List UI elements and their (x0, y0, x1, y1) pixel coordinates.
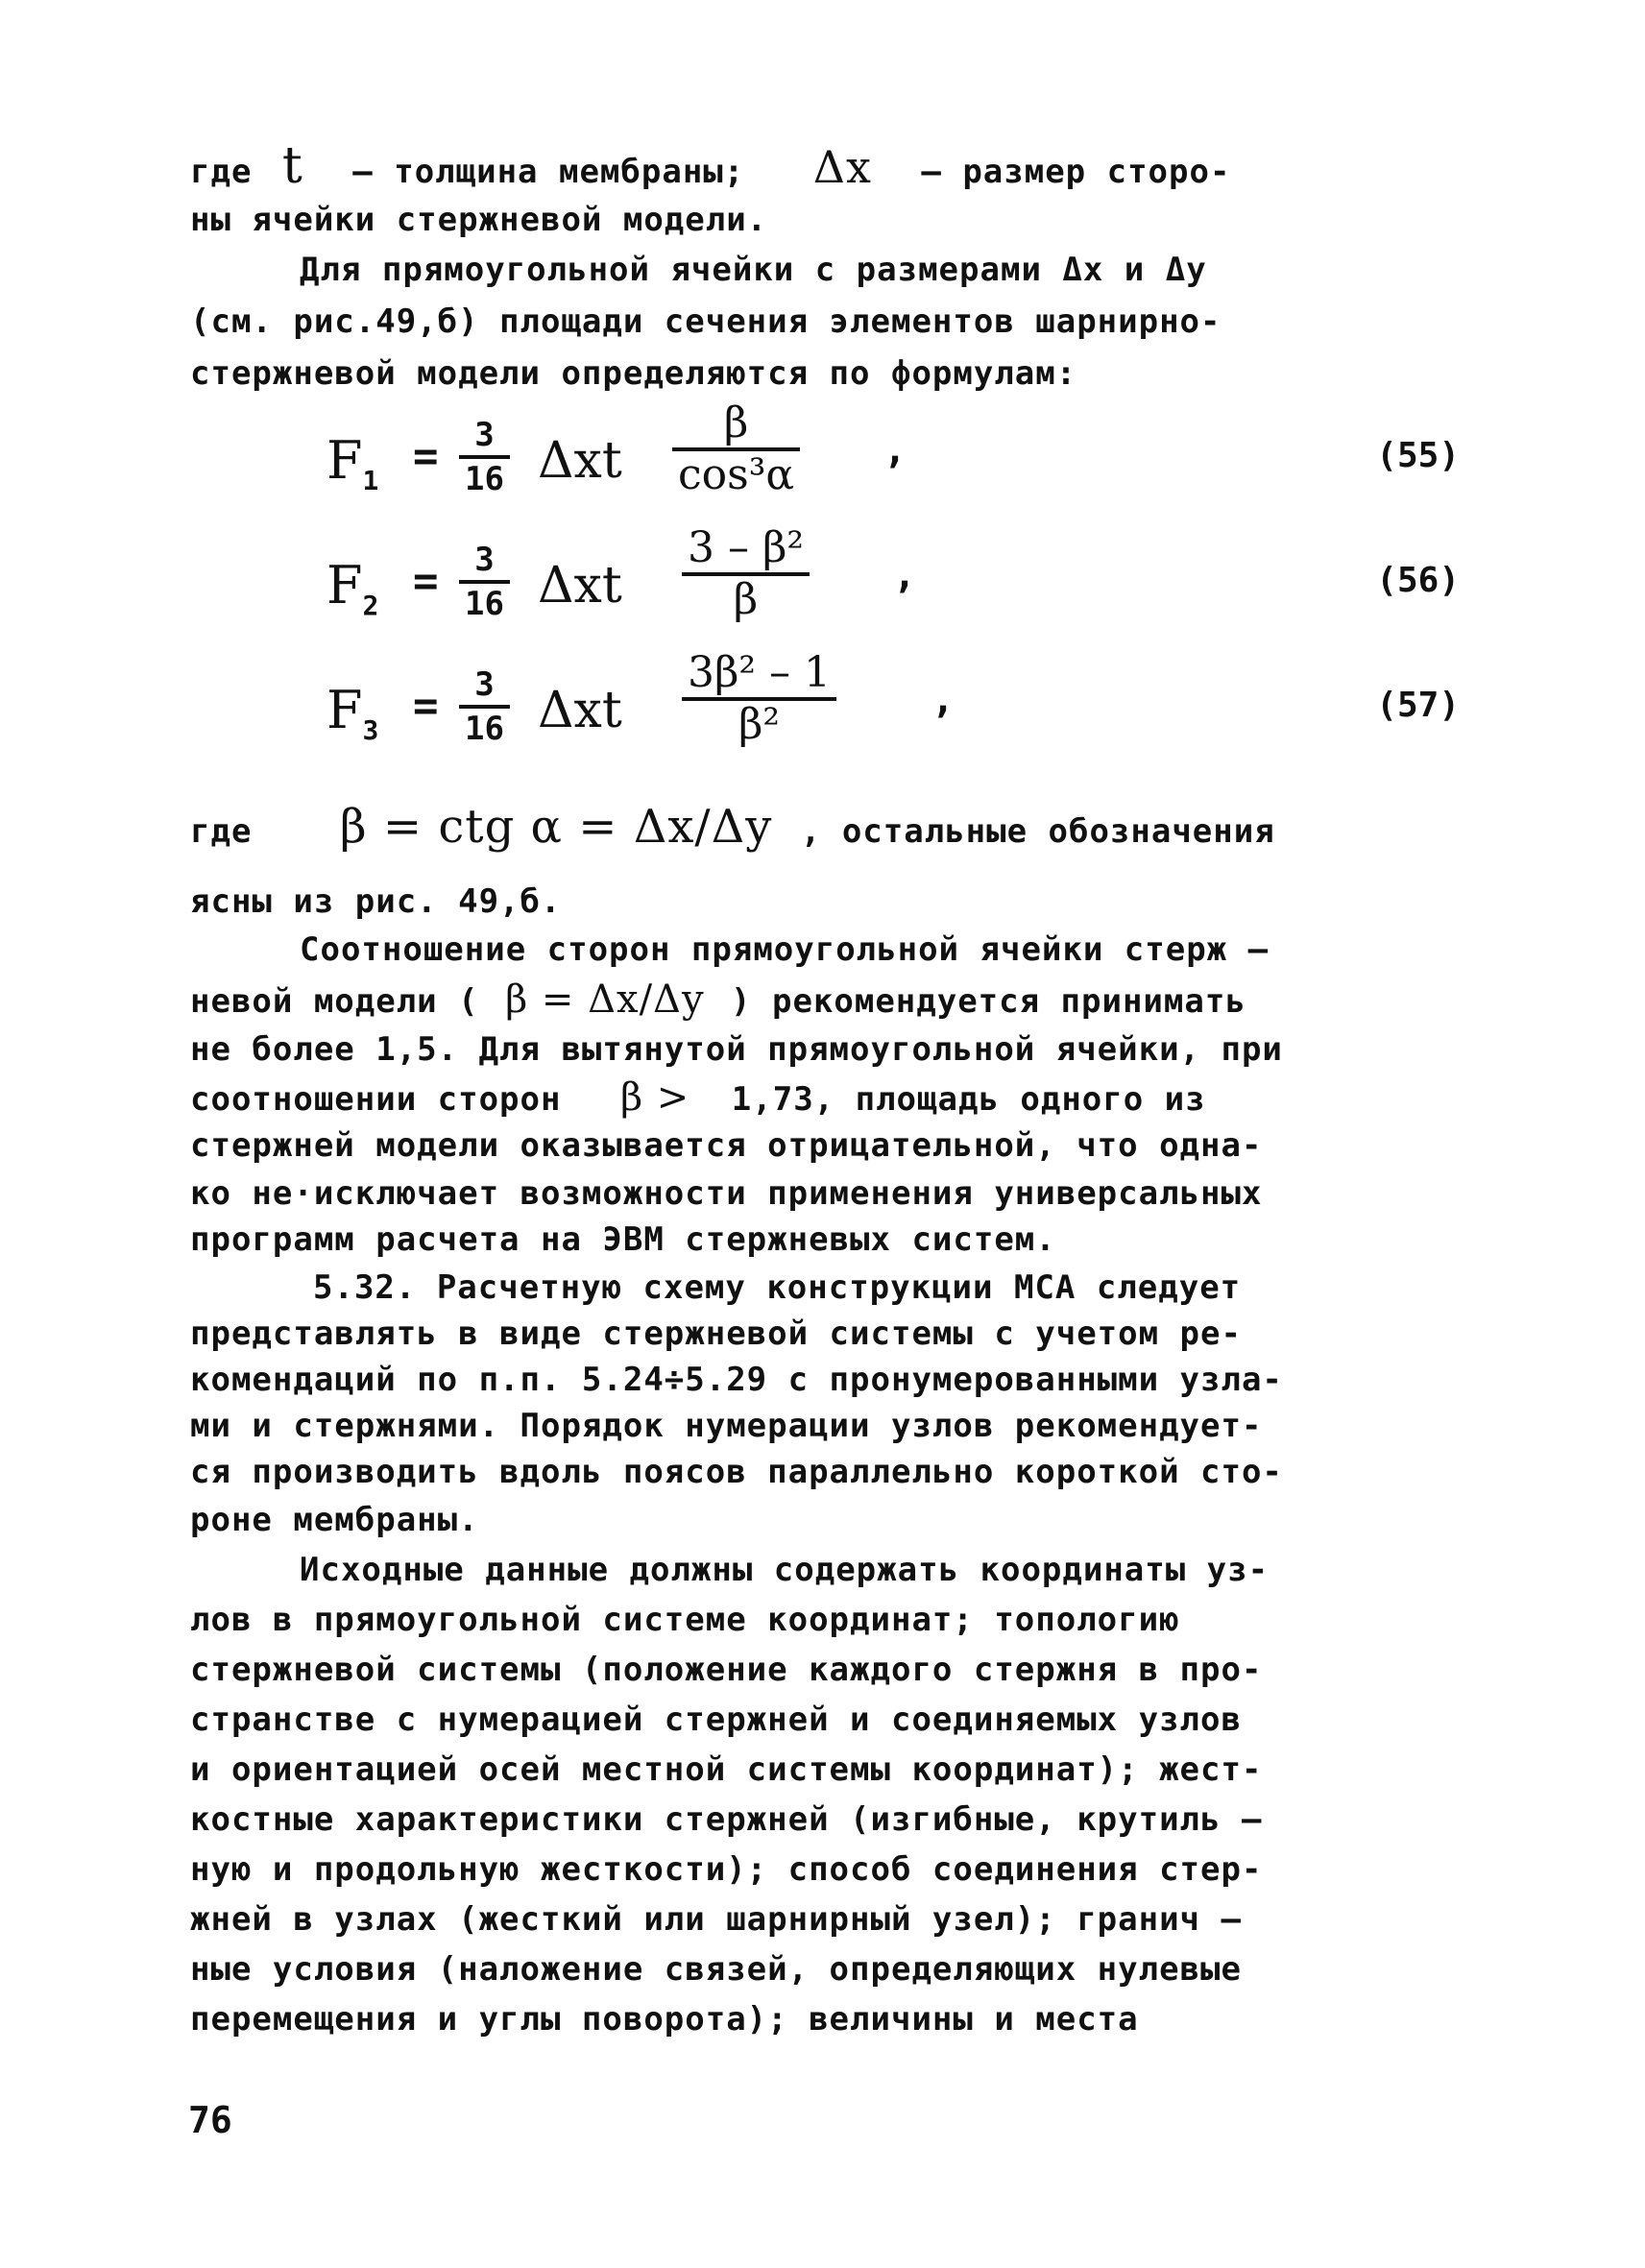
formula-comma: , (931, 678, 956, 722)
formula-comma: , (883, 428, 907, 472)
formula-lhs: $F_3$ (327, 680, 379, 746)
delta-x-t: Δxt (538, 557, 622, 615)
paragraph-3-line-2: невой модели ( β = Δx/Δy ) рекомендуется принимать (190, 977, 1246, 1022)
paragraph-5-line-2: лов в прямоугольной системе координат; топологию (190, 1601, 1180, 1639)
paragraph-5-line-8: жней в узлах (жесткий или шарнирный узел); гранич – (190, 1900, 1242, 1939)
paragraph-3-line-3: не более 1,5. Для вытянутой прямоугольной ячейки, при (190, 1030, 1283, 1069)
formula-55 (327, 398, 1460, 528)
paragraph-5-line-7: ную и продольную жесткости); способ соединения стер- (190, 1850, 1263, 1889)
paragraph-5-line-1: Исходные данные должны содержать координаты уз- (300, 1551, 1270, 1589)
text-cell-side-size: – размер сторо- (921, 153, 1231, 191)
symbol-t: t (281, 137, 303, 195)
paragraph-4-line-6: роне мембраны. (190, 1501, 479, 1539)
formula-lhs: $F_2$ (327, 555, 379, 621)
delta-x-t: Δxt (538, 682, 622, 739)
paragraph-3-line-6: ко не·исключает возможности применения универсальных (190, 1174, 1263, 1213)
paragraph-4-line-3: комендаций по п.п. 5.24÷5.29 с пронумерованными узла- (190, 1361, 1283, 1399)
right-fraction: β cos³α (672, 399, 800, 499)
text-other-notation: , остальные обозначения (800, 812, 1275, 851)
equation-number: (55) (1376, 436, 1460, 475)
paragraph-4-line-2: представлять в виде стержневой системы с учетом ре- (190, 1315, 1242, 1353)
page-number: 76 (188, 2099, 232, 2141)
paragraph-2-line-2: (см. рис.49,б) площади сечения элементов шарнирно- (190, 302, 1222, 341)
equation-number: (57) (1376, 686, 1460, 725)
text-where: где (190, 153, 253, 191)
equals-sign: = (413, 682, 439, 731)
paragraph-2-line-1: Для прямоугольной ячейки с размерами Δx и Δy (300, 251, 1207, 289)
paragraph-1-line-1 (190, 137, 1231, 195)
right-fraction: 3 – β² β (682, 524, 810, 624)
beta-greater: β > (619, 1075, 690, 1120)
coefficient-fraction: 3 16 (459, 415, 510, 499)
paragraph-1-line-2: ны ячейки стержневой модели. (190, 201, 768, 239)
paragraph-3-line-1: Соотношение сторон прямоугольной ячейки стерж – (300, 930, 1270, 969)
paragraph-3-line-5: стержней модели оказывается отрицательной, что одна- (190, 1126, 1263, 1165)
beta-ratio: β = Δx/Δy (505, 977, 705, 1022)
equals-sign: = (413, 432, 439, 481)
beta-definition: β = ctg α = Δx/Δy (339, 800, 773, 854)
paragraph-4-line-5: ся производить вдоль поясов параллельно короткой сто- (190, 1453, 1283, 1491)
formula-comma: , (893, 553, 917, 597)
formula-56 (327, 523, 1460, 653)
where-line (190, 800, 1275, 854)
paragraph-2-line-3: стержневой модели определяются по формулам: (190, 354, 1077, 393)
paragraph-3-line-4: соотношении сторон β > 1,73, площадь одного из (190, 1075, 1206, 1120)
paragraph-5-line-10: перемещения и углы поворота); величины и места (190, 2000, 1139, 2039)
paragraph-5-line-9: ные условия (наложение связей, определяющих нулевые (190, 1950, 1242, 1989)
text-where: где (190, 812, 253, 851)
coefficient-fraction: 3 16 (459, 664, 510, 749)
paragraph-3-line-7: программ расчета на ЭВМ стержневых систем. (190, 1220, 1056, 1259)
paragraph-4-line-1: 5.32. Расчетную схему конструкции МСА следует (313, 1268, 1242, 1307)
paragraph-4-line-4: ми и стержнями. Порядок нумерации узлов рекомендует- (190, 1407, 1263, 1445)
right-fraction: 3β² – 1 β² (682, 649, 836, 749)
paragraph-5-line-4: странстве с нумерацией стержней и соединяемых узлов (190, 1701, 1242, 1739)
where-line-2: ясны из рис. 49,б. (190, 882, 562, 921)
formula-57 (327, 648, 1460, 778)
paragraph-5-line-3: стержневой системы (положение каждого стержня в про- (190, 1651, 1263, 1689)
equals-sign: = (413, 557, 439, 606)
formula-lhs: $F_1$ (327, 430, 379, 496)
delta-x-t: Δxt (538, 432, 622, 490)
equation-number: (56) (1376, 561, 1460, 600)
paragraph-5-line-5: и ориентацией осей местной системы координат); жест- (190, 1750, 1263, 1789)
symbol-delta-x: Δx (812, 141, 872, 193)
coefficient-fraction: 3 16 (459, 540, 510, 624)
paragraph-5-line-6: костные характеристики стержней (изгибные, крутиль – (190, 1800, 1263, 1839)
text-membrane-thickness: – толщина мембраны; (352, 153, 745, 191)
